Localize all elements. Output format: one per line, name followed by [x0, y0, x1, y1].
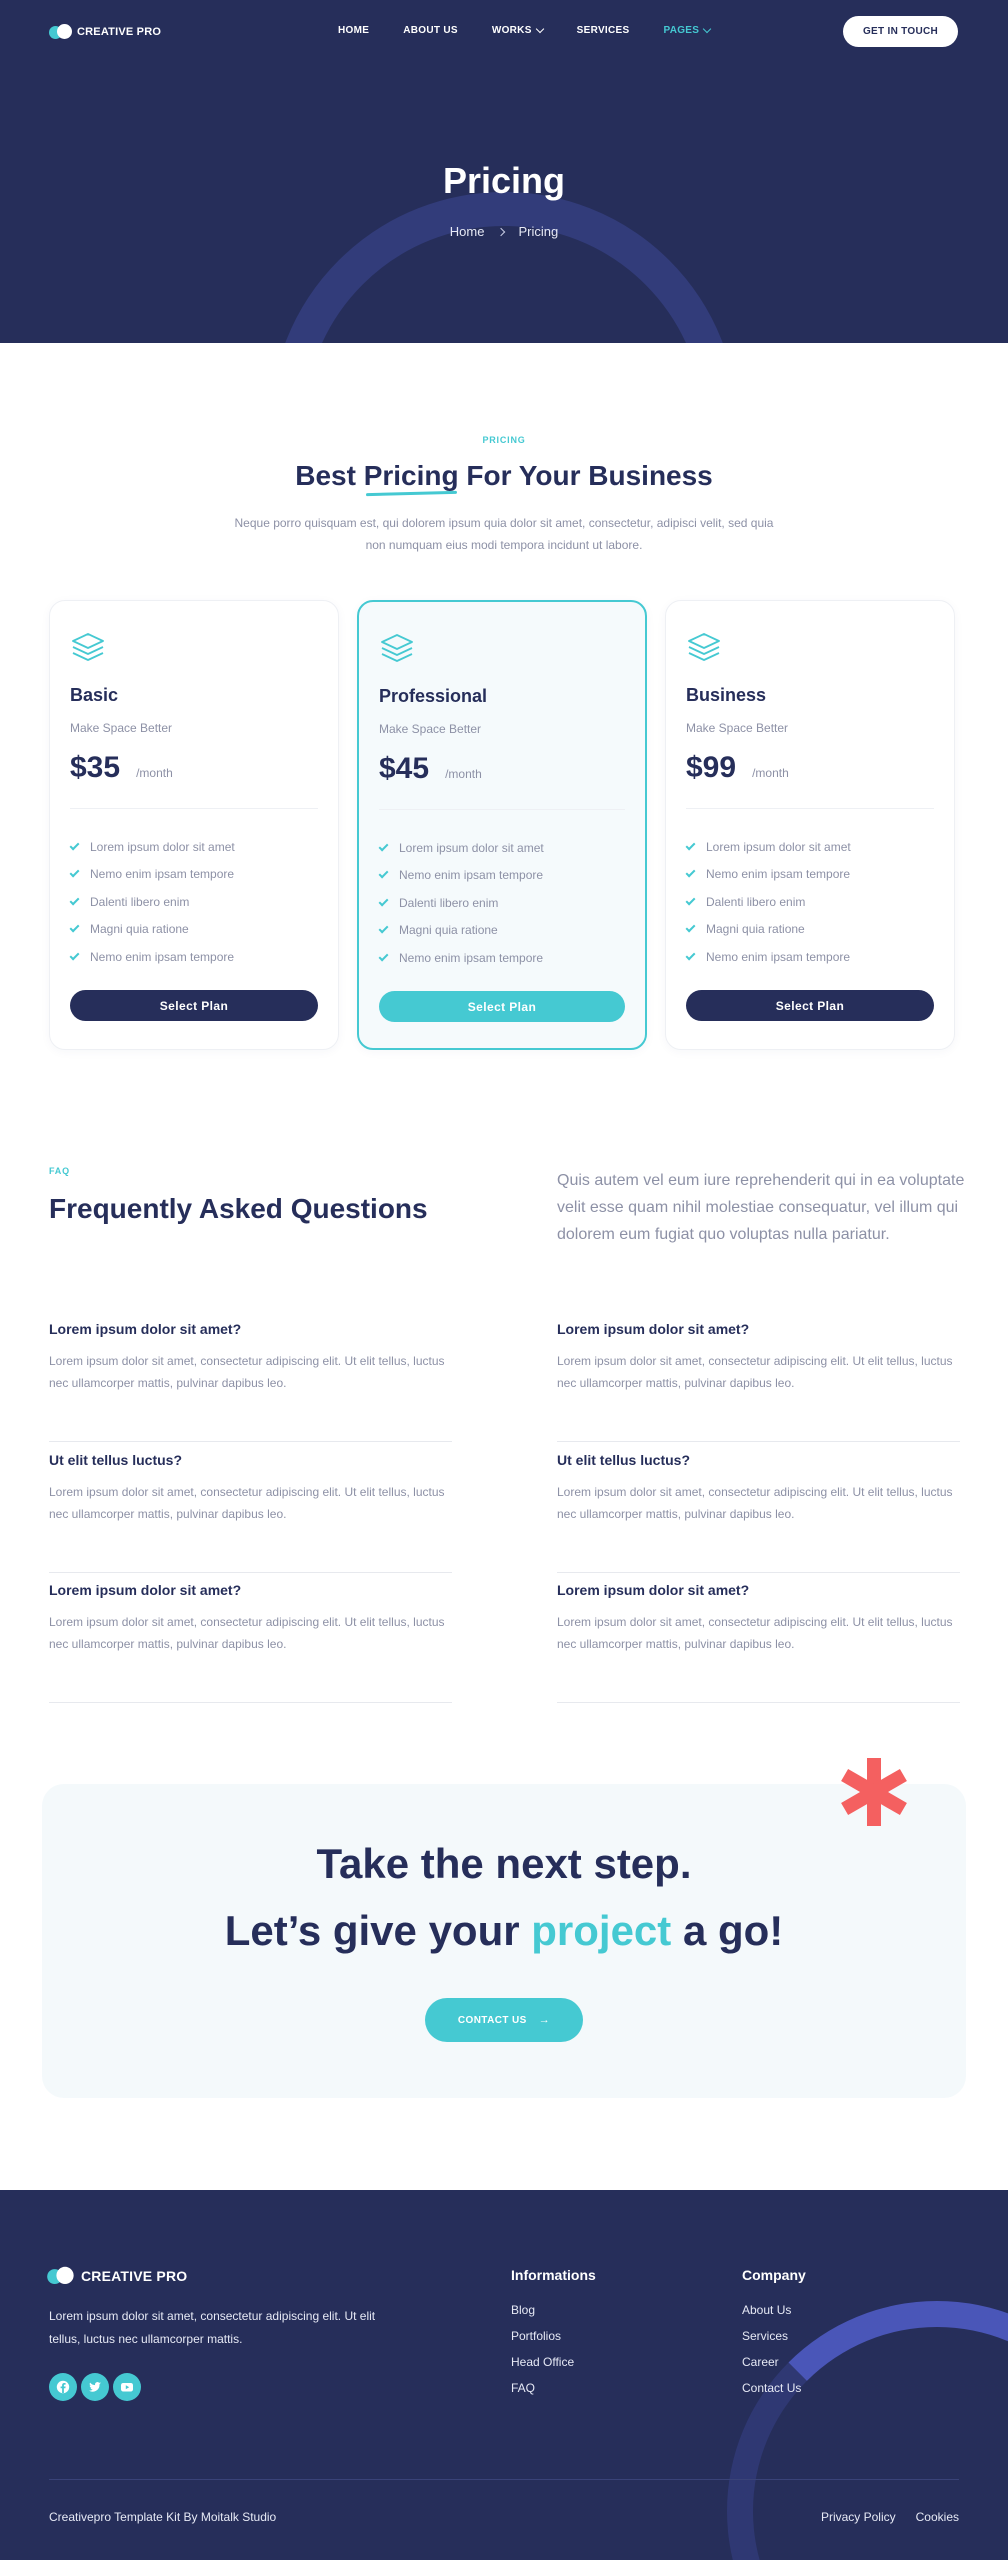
- chevron-right-icon: [497, 227, 505, 235]
- plan-card-professional: [357, 600, 647, 1050]
- plan-price: [70, 751, 173, 785]
- footer-column-title: Company: [742, 2267, 806, 2283]
- divider: [379, 809, 625, 810]
- footer-about: Lorem ipsum dolor sit amet, consectetur adipiscing elit. Ut elit tellus, luctus nec ullamcorper mattis.: [49, 2309, 376, 2346]
- feature-text: Lorem ipsum dolor sit amet: [706, 839, 851, 854]
- faq-answer: Lorem ipsum dolor sit amet, consectetur adipiscing elit. Ut elit tellus, luctus nec ullamcorper mattis, pulvinar dapibus leo.: [49, 1354, 445, 1390]
- contact-us-button[interactable]: [425, 1998, 583, 2042]
- faq-answer: Lorem ipsum dolor sit amet, consectetur adipiscing elit. Ut elit tellus, luctus nec ullamcorper mattis, pulvinar dapibus leo.: [557, 1615, 953, 1651]
- feature-text: Dalenti libero enim: [90, 894, 190, 909]
- feature-item: [70, 833, 235, 861]
- feature-text: Nemo enim ipsam tempore: [399, 868, 544, 883]
- check-icon: [70, 895, 80, 905]
- faq-question: Lorem ipsum dolor sit amet?: [49, 1321, 242, 1337]
- nav-item-label: SERVICES: [576, 25, 630, 36]
- layers-icon: [70, 631, 106, 663]
- plan-period: /month: [136, 766, 173, 780]
- faq-item[interactable]: [49, 1321, 452, 1442]
- check-icon: [686, 950, 696, 960]
- breadcrumb-current: Pricing: [518, 224, 559, 239]
- feature-text: Dalenti libero enim: [706, 894, 806, 909]
- check-icon: [379, 841, 389, 851]
- pricing-title: [0, 460, 1008, 492]
- chevron-down-icon: [535, 25, 543, 33]
- feature-item: [379, 862, 544, 890]
- nav-item-about-us[interactable]: [403, 25, 458, 36]
- footer-link-career[interactable]: Career: [742, 2355, 779, 2369]
- feature-item: [686, 888, 851, 916]
- nav-item-works[interactable]: [492, 25, 543, 36]
- breadcrumb-home[interactable]: Home: [449, 224, 485, 239]
- copyright-text: Creativepro Template Kit By Moitalk Studio: [49, 2510, 277, 2524]
- pricing-description: Neque porro quisquam est, qui dolorem ipsum quia dolor sit amet, consectetur, adipisci velit, sed quia non numquam eius modi tempora incidunt ut labore.: [234, 516, 774, 552]
- nav-item-label: ABOUT US: [403, 25, 458, 36]
- faq-answer: Lorem ipsum dolor sit amet, consectetur adipiscing elit. Ut elit tellus, luctus nec ullamcorper mattis, pulvinar dapibus leo.: [49, 1615, 445, 1651]
- feature-text: Magni quia ratione: [706, 922, 805, 937]
- footer-link-services[interactable]: Services: [742, 2329, 789, 2343]
- faq-question: Ut elit tellus luctus?: [49, 1452, 183, 1468]
- feature-item: [686, 916, 851, 944]
- footer-divider: [49, 2479, 959, 2480]
- feature-item: [70, 861, 235, 889]
- feature-text: Nemo enim ipsam tempore: [399, 950, 544, 965]
- divider: [686, 808, 934, 809]
- faq-item[interactable]: [557, 1321, 960, 1442]
- nav-item-pages[interactable]: [663, 25, 710, 36]
- facebook-icon[interactable]: [49, 2373, 77, 2401]
- logo-mark-icon: [47, 2267, 75, 2285]
- faq-tag: FAQ: [49, 1166, 70, 1176]
- feature-text: Nemo enim ipsam tempore: [90, 949, 235, 964]
- check-icon: [379, 951, 389, 961]
- chevron-down-icon: [703, 25, 711, 33]
- nav-item-label: PAGES: [663, 25, 700, 36]
- privacy-policy-link[interactable]: Privacy Policy: [820, 2510, 896, 2524]
- youtube-icon[interactable]: [113, 2373, 141, 2401]
- logo[interactable]: [49, 24, 161, 40]
- asterisk-decor-icon: [838, 1756, 910, 1828]
- plan-price-value: $45: [379, 752, 430, 785]
- plan-price-value: $35: [70, 751, 121, 784]
- plan-name: Professional: [379, 686, 488, 706]
- footer-column-informations: [511, 2267, 596, 2407]
- faq-item[interactable]: [49, 1452, 452, 1573]
- footer-column-company: [742, 2267, 806, 2407]
- faq-question: Lorem ipsum dolor sit amet?: [557, 1582, 750, 1598]
- feature-text: Magni quia ratione: [90, 922, 189, 937]
- cta-line2-post: a go!: [671, 1907, 784, 1954]
- feature-item: [70, 916, 235, 944]
- cta-heading-line2: [0, 1907, 1008, 1955]
- plan-price: [379, 752, 482, 786]
- faq-item[interactable]: [557, 1582, 960, 1703]
- logo-mark-icon: [49, 24, 73, 40]
- plan-name: Basic: [70, 685, 119, 705]
- cta-heading-line1: Take the next step.: [316, 1840, 692, 1887]
- footer-link-blog[interactable]: Blog: [511, 2303, 536, 2317]
- social-links: [49, 2373, 141, 2401]
- faq-question: Ut elit tellus luctus?: [557, 1452, 691, 1468]
- footer-link-contact-us[interactable]: Contact Us: [742, 2381, 802, 2395]
- check-icon: [70, 868, 80, 878]
- twitter-icon[interactable]: [81, 2373, 109, 2401]
- nav-item-label: HOME: [338, 25, 370, 36]
- feature-item: [686, 943, 851, 971]
- faq-title: Frequently Asked Questions: [49, 1193, 428, 1224]
- footer-link-about-us[interactable]: About Us: [742, 2303, 792, 2317]
- plan-card-business: [665, 600, 955, 1050]
- plan-subtitle: Make Space Better: [686, 721, 789, 735]
- faq-answer: Lorem ipsum dolor sit amet, consectetur adipiscing elit. Ut elit tellus, luctus nec ullamcorper mattis, pulvinar dapibus leo.: [557, 1354, 953, 1390]
- footer-logo[interactable]: [49, 2268, 187, 2284]
- feature-item: [379, 944, 544, 972]
- plan-subtitle: Make Space Better: [70, 721, 173, 735]
- faq-intro: Quis autem vel eum iure reprehenderit qui in ea voluptate velit esse quam nihil molestiae consequatur, vel illum qui dolorem eum fugiat quo voluptas nulla pariatur.: [557, 1172, 965, 1243]
- check-icon: [686, 923, 696, 933]
- feature-item: [70, 943, 235, 971]
- hero-section: [0, 0, 1008, 343]
- top-navbar: [0, 0, 1008, 62]
- layers-icon: [379, 632, 415, 664]
- feature-text: Dalenti libero enim: [399, 895, 499, 910]
- pricing-tag: PRICING: [482, 435, 526, 445]
- plan-period: /month: [752, 766, 789, 780]
- legal-links: [821, 2510, 959, 2524]
- footer-link-faq[interactable]: FAQ: [511, 2381, 536, 2395]
- footer-link-portfolios[interactable]: Portfolios: [511, 2329, 562, 2343]
- faq-answer: Lorem ipsum dolor sit amet, consectetur adipiscing elit. Ut elit tellus, luctus nec ullamcorper mattis, pulvinar dapibus leo.: [49, 1485, 445, 1521]
- pricing-title-pre: Best: [295, 460, 364, 491]
- check-icon: [686, 895, 696, 905]
- contact-us-label: CONTACT US: [457, 2014, 527, 2026]
- pricing-title-post: For Your Business: [458, 460, 713, 491]
- footer: [0, 2190, 1008, 2560]
- footer-link-head-office[interactable]: Head Office: [511, 2355, 575, 2369]
- nav-item-services[interactable]: [577, 25, 630, 36]
- logo-text: CREATIVE PRO: [77, 26, 162, 38]
- plan-features: [379, 834, 544, 972]
- faq-item[interactable]: [557, 1452, 960, 1573]
- plan-price-value: $99: [686, 751, 737, 784]
- divider: [70, 808, 318, 809]
- page-title: Pricing: [442, 160, 566, 201]
- faq-question: Lorem ipsum dolor sit amet?: [557, 1321, 750, 1337]
- check-icon: [70, 950, 80, 960]
- check-icon: [686, 868, 696, 878]
- select-plan-button[interactable]: Select Plan: [379, 991, 625, 1022]
- get-in-touch-button[interactable]: GET IN TOUCH: [843, 16, 958, 47]
- logo-text: CREATIVE PRO: [81, 2268, 188, 2284]
- footer-column-title: Informations: [511, 2267, 596, 2283]
- feature-item: [686, 833, 851, 861]
- feature-item: [379, 834, 544, 862]
- select-plan-button[interactable]: Select Plan: [686, 990, 934, 1021]
- cta-line2-pre: Let’s give your: [224, 1907, 532, 1954]
- feature-item: [70, 888, 235, 916]
- feature-text: Nemo enim ipsam tempore: [706, 949, 851, 964]
- feature-text: Lorem ipsum dolor sit amet: [399, 840, 544, 855]
- pricing-title-highlight: Pricing: [363, 460, 459, 491]
- plan-card-basic: [49, 600, 339, 1050]
- plan-subtitle: Make Space Better: [379, 722, 482, 736]
- feature-text: Magni quia ratione: [399, 923, 498, 938]
- faq-answer: Lorem ipsum dolor sit amet, consectetur adipiscing elit. Ut elit tellus, luctus nec ullamcorper mattis, pulvinar dapibus leo.: [557, 1485, 953, 1521]
- arrow-right-icon: →: [538, 2014, 551, 2026]
- check-icon: [379, 869, 389, 879]
- feature-text: Lorem ipsum dolor sit amet: [90, 839, 235, 854]
- cookies-link[interactable]: Cookies: [915, 2510, 959, 2524]
- feature-text: Nemo enim ipsam tempore: [706, 867, 851, 882]
- feature-text: Nemo enim ipsam tempore: [90, 867, 235, 882]
- breadcrumb: [0, 224, 1008, 239]
- plan-period: /month: [445, 767, 482, 781]
- nav-item-home[interactable]: [338, 25, 369, 36]
- plan-name: Business: [686, 685, 767, 705]
- check-icon: [70, 923, 80, 933]
- faq-item[interactable]: [49, 1582, 452, 1703]
- plan-price: [686, 751, 789, 785]
- feature-item: [686, 861, 851, 889]
- plan-features: [686, 833, 851, 971]
- select-plan-button[interactable]: Select Plan: [70, 990, 318, 1021]
- main-menu: [338, 25, 744, 36]
- cta-line2-accent: project: [531, 1907, 672, 1954]
- check-icon: [379, 896, 389, 906]
- nav-item-label: WORKS: [491, 25, 532, 36]
- plan-features: [70, 833, 235, 971]
- check-icon: [686, 840, 696, 850]
- feature-item: [379, 889, 544, 917]
- hero-decor-arc: [270, 192, 738, 343]
- check-icon: [379, 924, 389, 934]
- faq-question: Lorem ipsum dolor sit amet?: [49, 1582, 242, 1598]
- check-icon: [70, 840, 80, 850]
- layers-icon: [686, 631, 722, 663]
- feature-item: [379, 917, 544, 945]
